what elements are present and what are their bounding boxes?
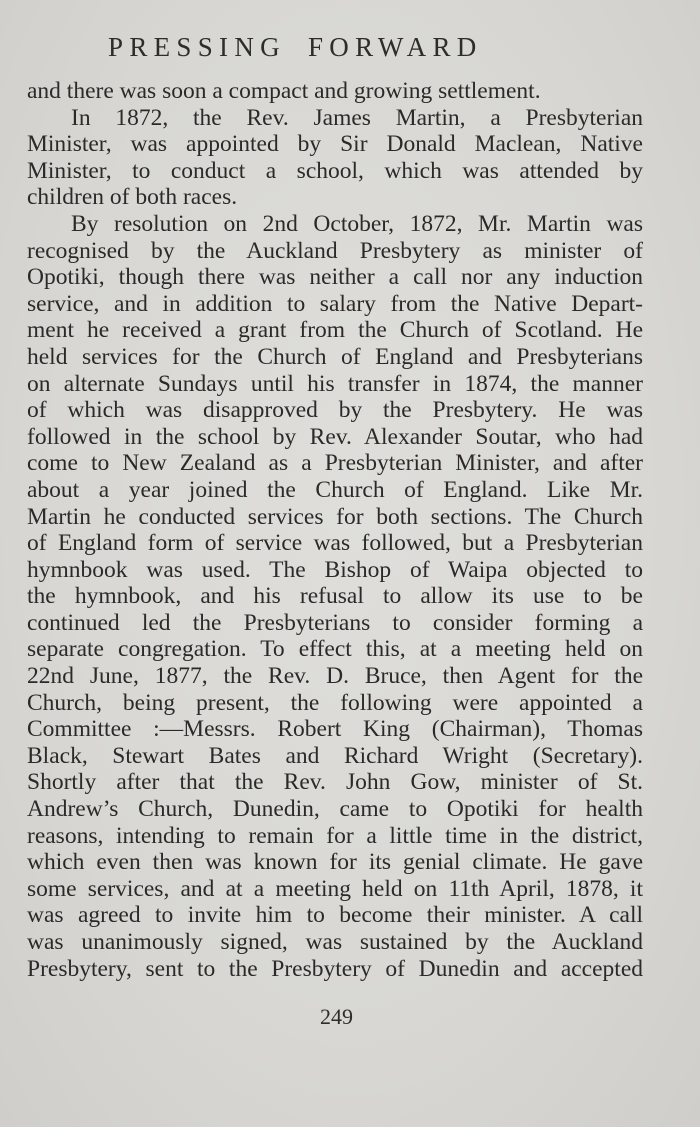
- text-line: continued led the Presbyterians to consider forming a: [27, 609, 643, 636]
- text-line: children of both races.: [27, 184, 238, 211]
- text-line: Andrew’s Church, Dunedin, came to Opotiki for health: [27, 796, 643, 823]
- text-line: reasons, intending to remain for a little time in the district,: [27, 822, 643, 849]
- text-line: of which was disapproved by the Presbytery. He was: [27, 397, 643, 424]
- page-number: 249: [320, 1004, 353, 1029]
- body-text: [27, 78, 643, 982]
- text-line: the hymnbook, and his refusal to allow its use to be: [27, 583, 643, 610]
- text-line: Church, being present, the following were appointed a: [27, 689, 643, 716]
- text-line: of England form of service was followed, but a Presbyterian: [27, 530, 643, 557]
- text-line: recognised by the Auckland Presbytery as minister of: [27, 237, 643, 264]
- text-line: Minister, was appointed by Sir Donald Maclean, Native: [27, 131, 643, 158]
- text-line: Martin he conducted services for both sections. The Church: [27, 503, 643, 530]
- text-line: come to New Zealand as a Presbyterian Minister, and after: [27, 450, 643, 477]
- text-line: ment he received a grant from the Church of Scotland. He: [27, 317, 643, 344]
- text-line: was agreed to invite him to become their minister. A call: [27, 902, 643, 929]
- running-head-word-2: FORWARD: [307, 32, 483, 62]
- text-line: was unanimously signed, was sustained by the Auckland: [27, 929, 643, 955]
- text-line: Minister, to conduct a school, which was attended by: [27, 157, 643, 184]
- text-line: 22nd June, 1877, the Rev. D. Bruce, then Agent for the: [27, 663, 643, 690]
- text-line: service, and in addition to salary from the Native Depart-: [27, 290, 643, 317]
- text-line: hymnbook was used. The Bishop of Waipa objected to: [27, 556, 643, 583]
- text-line: separate congregation. To effect this, at a meeting held on: [27, 636, 643, 663]
- text-line: Presbytery, sent to the Presbytery of Dunedin and accepted: [27, 955, 643, 982]
- text-line: Shortly after that the Rev. John Gow, minister of St.: [27, 769, 643, 796]
- text-line: followed in the school by Rev. Alexander Soutar, who had: [27, 423, 643, 450]
- text-line: In 1872, the Rev. James Martin, a Presbyterian: [71, 104, 643, 131]
- text-line: which even then was known for its genial climate. He gave: [27, 849, 643, 876]
- text-line: about a year joined the Church of England. Like Mr.: [27, 476, 643, 503]
- text-line: on alternate Sundays until his transfer in 1874, the manner: [27, 370, 643, 397]
- running-head: [108, 29, 578, 65]
- text-line: By resolution on 2nd October, 1872, Mr. Martin was: [71, 210, 643, 237]
- text-line: held services for the Church of England and Presbyterians: [27, 343, 643, 370]
- text-line: Opotiki, though there was neither a call nor any induction: [27, 264, 643, 291]
- text-line: Black, Stewart Bates and Richard Wright (Secretary).: [27, 742, 643, 769]
- running-head-word-1: PRESSING: [108, 32, 286, 62]
- text-line: Committee :—Messrs. Robert King (Chairman), Thomas: [27, 716, 643, 743]
- text-line: and there was soon a compact and growing settlement.: [27, 78, 541, 104]
- text-line: some services, and at a meeting held on 11th April, 1878, it: [27, 875, 643, 902]
